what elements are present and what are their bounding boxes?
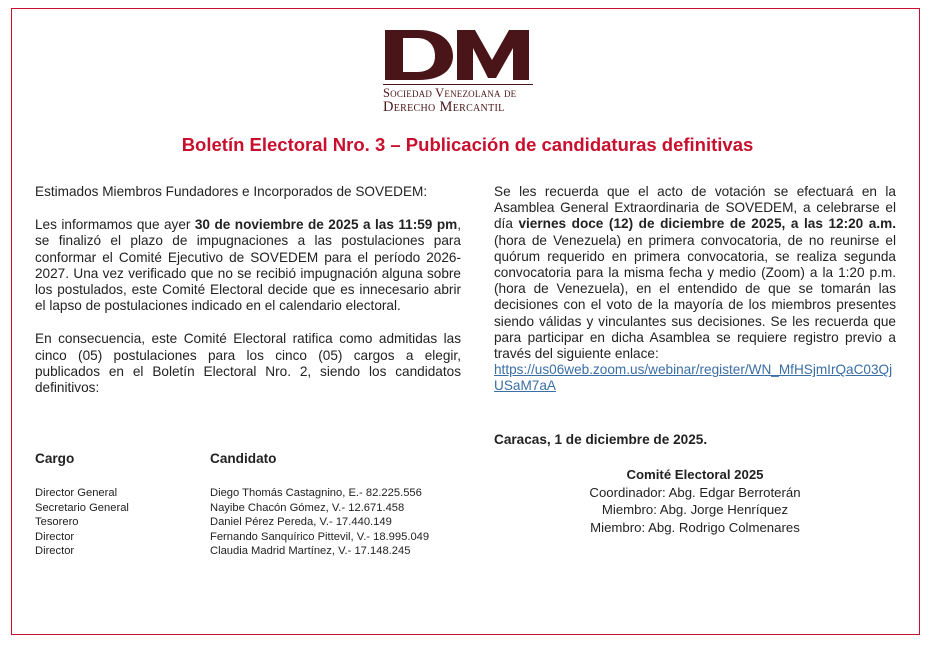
greeting: Estimados Miembros Fundadores e Incorporados de SOVEDEM: bbox=[35, 184, 428, 199]
sovedem-logo bbox=[383, 28, 533, 115]
header-cargo: Cargo bbox=[35, 451, 75, 466]
paragraph-impugnaciones: Les informamos que ayer 30 de noviembre de 2025 a las 11:59 pm, se finalizó el plazo de impugnaciones a las postulaciones para conformar el Comité Ejecutivo de SOVEDEM para el período 2026-2027. Una vez verificado que no se recibió impugnación alguna sobre los postulados, este Comité Electoral decide que es innecesario abrir el lapso de postulaciones indicado en el calendario electoral. bbox=[35, 217, 461, 314]
candidato-list bbox=[210, 486, 429, 559]
cargo-item: Secretario General bbox=[35, 501, 129, 514]
right-column bbox=[494, 184, 896, 395]
committee-signature bbox=[560, 466, 830, 536]
candidato-item: Nayibe Chacón Gómez, V.- 12.671.458 bbox=[210, 501, 405, 514]
zoom-registration-link[interactable]: https://us06web.zoom.us/webinar/register/WN_MfHSjmIrQaC03QjUSaM7aA bbox=[494, 362, 893, 394]
cargo-item: Director bbox=[35, 530, 75, 543]
bulletin-title: Boletín Electoral Nro. 3 – Publicación de candidaturas definitivas bbox=[181, 134, 754, 155]
candidato-item: Diego Thomás Castagnino, E.- 82.225.556 bbox=[210, 487, 422, 499]
logo-rule bbox=[383, 84, 533, 85]
logo-text-line1: Sociedad Venezolana de bbox=[383, 86, 517, 100]
committee-member: Coordinador: Abg. Edgar Berroterán bbox=[589, 484, 801, 500]
cargo-item: Tesorero bbox=[35, 516, 79, 529]
candidato-item: Daniel Pérez Pereda, V.- 17.440.149 bbox=[210, 516, 392, 529]
date-line: Caracas, 1 de diciembre de 2025. bbox=[494, 432, 708, 447]
committee-title: Comité Electoral 2025 bbox=[626, 467, 764, 482]
left-column bbox=[35, 184, 461, 396]
cargo-list bbox=[35, 486, 129, 559]
committee-member: Miembro: Abg. Jorge Henríquez bbox=[601, 502, 789, 517]
cargo-item: Director bbox=[35, 545, 75, 558]
logo-text-line2: Derecho Mercantil bbox=[383, 99, 505, 115]
paragraph-votacion: Se les recuerda que el acto de votación se efectuará en la Asamblea General Extraordinaria de SOVEDEM, a celebrarse el día viernes doce (12) de diciembre de 2025, a las 12:20 a.m. (hora de Venezuela) en primera convocatoria, de no reunirse el quórum requerido en primera convocatoria, se realiza segunda convocatoria para la misma fecha y medio (Zoom) a la 1:20 p.m. (hora de Venezuela), en el entendido de que se tomarán las decisiones con el voto de la mayoría de los miembros presentes siendo válidas y vinculantes sus decisiones. Se les recuerda que para participar en dicha Asamblea se requiere registro previo a través del siguiente enlace: bbox=[494, 184, 896, 362]
candidato-item: Fernando Sanquírico Pittevil, V.- 18.995.049 bbox=[210, 530, 430, 543]
candidato-item: Claudia Madrid Martínez, V.- 17.148.245 bbox=[210, 545, 411, 558]
dm-logo-mark bbox=[383, 28, 533, 82]
header-candidato: Candidato bbox=[210, 451, 277, 466]
cargo-item: Director General bbox=[35, 487, 118, 499]
paragraph-ratificacion: En consecuencia, este Comité Electoral ratifica como admitidas las cinco (05) postulaciones para los cinco (05) cargos a elegir, publicados en el Boletín Electoral Nro. 2, siendo los candidatos definitivos: bbox=[35, 331, 461, 396]
committee-member: Miembro: Abg. Rodrigo Colmenares bbox=[590, 519, 800, 535]
